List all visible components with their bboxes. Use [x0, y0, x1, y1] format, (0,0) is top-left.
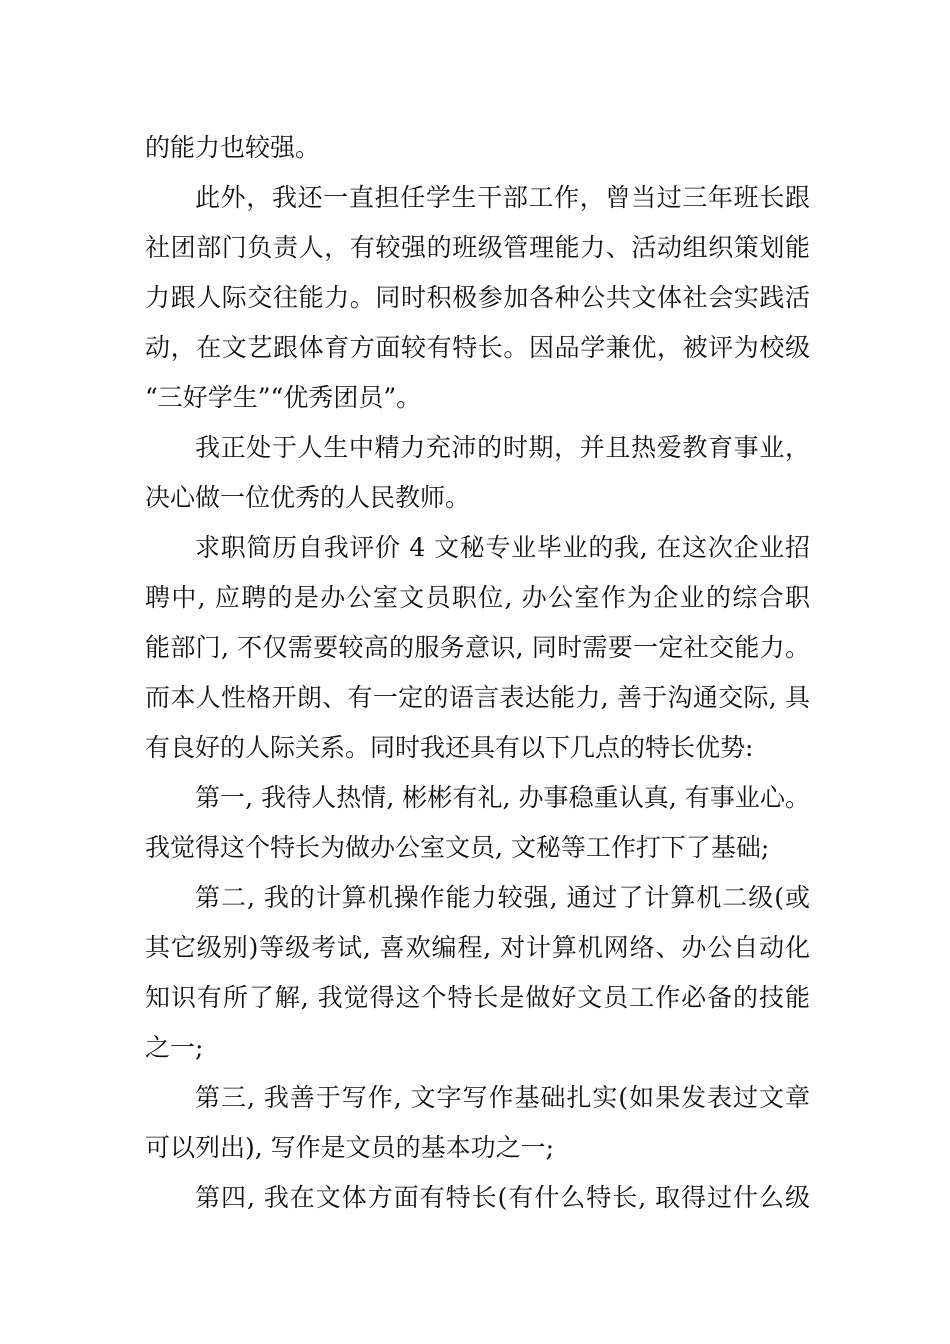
text-line-19: 之一;	[145, 1033, 204, 1062]
text-line-13: 有良好的人际关系。同时我还具有以下几点的特长优势:	[145, 733, 754, 762]
text-line-11: 能部门, 不仅需要较高的服务意识, 同时需要一定社交能力。	[145, 633, 810, 662]
text-line-9: 求职简历自我评价 4 文秘专业毕业的我, 在这次企业招	[195, 533, 810, 562]
text-line-16: 第二, 我的计算机操作能力较强, 通过了计算机二级(或	[195, 883, 810, 912]
text-line-15: 我觉得这个特长为做办公室文员, 文秘等工作打下了基础;	[145, 833, 770, 862]
text-line-4: 力跟人际交往能力。同时积极参加各种公共文体社会实践活	[145, 283, 810, 312]
text-line-14: 第一, 我待人热情, 彬彬有礼, 办事稳重认真, 有事业心。	[195, 783, 810, 812]
text-line-10: 聘中, 应聘的是办公室文员职位, 办公室作为企业的综合职	[145, 583, 810, 612]
text-line-22: 第四, 我在文体方面有特长(有什么特长, 取得过什么级	[195, 1183, 810, 1212]
text-line-3: 社团部门负责人，有较强的班级管理能力、活动组织策划能	[145, 233, 810, 262]
text-line-5: 动，在文艺跟体育方面较有特长。因品学兼优，被评为校级	[145, 333, 810, 362]
text-line-17: 其它级别)等级考试, 喜欢编程, 对计算机网络、办公自动化	[145, 933, 810, 962]
text-line-21: 可以列出), 写作是文员的基本功之一;	[145, 1133, 555, 1162]
text-line-18: 知识有所了解, 我觉得这个特长是做好文员工作必备的技能	[145, 983, 810, 1012]
text-line-1: 的能力也较强。	[145, 133, 321, 162]
text-line-7: 我正处于人生中精力充沛的时期，并且热爱教育事业，	[195, 433, 810, 462]
text-line-8: 决心做一位优秀的人民教师。	[145, 483, 471, 512]
text-line-6: “三好学生”“优秀团员”。	[145, 383, 422, 412]
text-line-12: 而本人性格开朗、有一定的语言表达能力, 善于沟通交际, 具	[145, 683, 810, 712]
text-line-20: 第三, 我善于写作, 文字写作基础扎实(如果发表过文章	[195, 1083, 810, 1112]
text-line-2: 此外，我还一直担任学生干部工作，曾当过三年班长跟	[195, 183, 810, 212]
